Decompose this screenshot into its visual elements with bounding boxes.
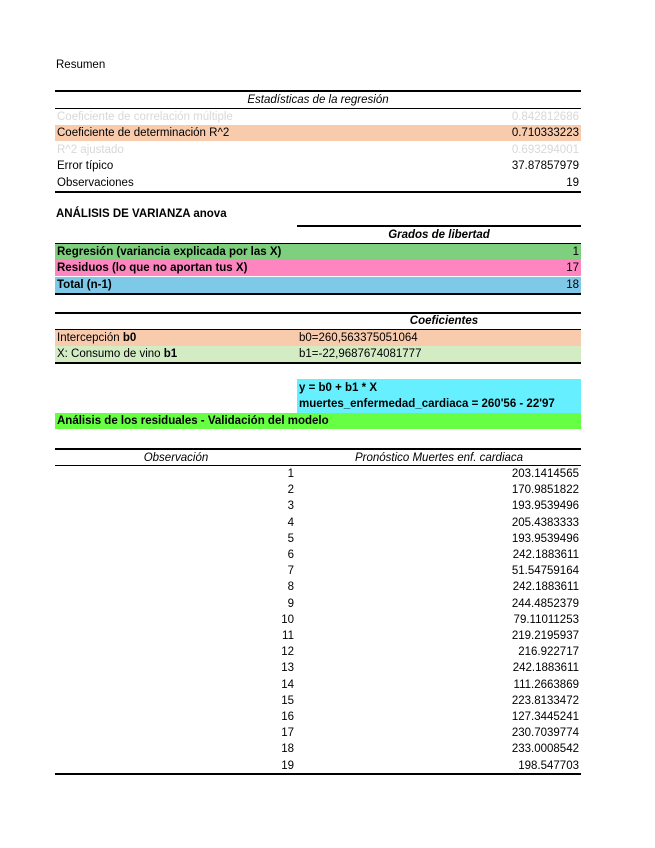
coef-bottom-rule (55, 362, 581, 364)
residual-observation: 15 (281, 694, 294, 707)
anova-row-value: 18 (566, 278, 579, 291)
residual-prediction: 193.9539496 (511, 500, 579, 513)
anova-bottom-rule (55, 293, 581, 295)
residual-prediction: 203.1414565 (511, 468, 579, 480)
anova-row (55, 244, 581, 260)
coefficient-label (57, 346, 177, 362)
residuals-col-prediction: Pronóstico Muertes enf. cardiaca (354, 452, 524, 464)
residual-prediction: 51.54759164 (511, 565, 579, 578)
residual-prediction: 205.4383333 (511, 516, 579, 529)
residual-observation: 5 (287, 532, 294, 545)
coefficient-label-text: X: Consumo de vino (57, 348, 164, 361)
residual-prediction: 111.2663869 (513, 678, 579, 691)
equation-line-1: y = b0 + b1 * X (299, 382, 377, 394)
regression-stat-row (55, 125, 581, 141)
regression-stat-row (55, 175, 581, 191)
residual-observation: 18 (281, 743, 294, 756)
residual-row (55, 515, 581, 531)
anova-col-header: Grados de libertad (388, 229, 490, 241)
anova-title: ANÁLISIS DE VARIANZA anova (56, 208, 227, 220)
residual-row (55, 725, 581, 741)
stat-value: 0.842812686 (511, 111, 579, 123)
residual-prediction: 242.1883611 (512, 549, 579, 561)
coefficient-value: b1=-22,9687674081777 (299, 348, 422, 361)
residual-observation: 6 (287, 549, 294, 561)
residual-observation: 12 (281, 646, 294, 659)
residual-row (55, 466, 581, 482)
regression-stat-row (55, 158, 581, 174)
equation-line-2: muertes_enfermedad_cardiaca = 260'56 - 22'97 (299, 398, 555, 410)
residual-observation: 17 (281, 727, 294, 740)
residual-prediction: 223.8133472 (511, 694, 579, 707)
stat-value: 19 (566, 176, 579, 189)
residuals-col-observation: Observación (143, 452, 209, 464)
stat-label: Error típico (57, 160, 114, 173)
anova-row-label: Regresión (variancia explicada por las X) (57, 246, 282, 258)
residual-prediction: 127.3445241 (511, 711, 579, 723)
residual-observation: 8 (287, 581, 294, 594)
residual-prediction: 242.1883611 (512, 581, 579, 594)
residual-observation: 1 (287, 468, 294, 480)
residual-row (55, 644, 581, 660)
stat-value: 0.693294001 (511, 143, 579, 156)
anova-row-label: Residuos (lo que no aportan tus X) (57, 262, 248, 275)
residual-observation: 10 (281, 613, 294, 626)
residual-observation: 13 (281, 662, 294, 675)
residual-observation: 9 (287, 597, 294, 610)
residual-observation: 4 (287, 516, 294, 529)
anova-row-label: Total (n-1) (57, 278, 112, 291)
coefficient-row (55, 346, 581, 362)
anova-row (55, 277, 581, 293)
residual-observation: 19 (281, 759, 294, 772)
coefficient-label-text: Intercepción (57, 332, 123, 344)
residual-prediction: 79.11011253 (513, 613, 579, 626)
residual-prediction: 170.9851822 (511, 484, 579, 497)
residuals-title: Análisis de los residuales - Validación del modelo (55, 413, 581, 429)
coefficient-row (55, 330, 581, 346)
residual-row (55, 547, 581, 563)
residual-observation: 16 (281, 711, 294, 723)
anova-row-value: 17 (566, 262, 579, 275)
anova-row-value: 1 (572, 246, 579, 258)
coefficient-label-symbol: b1 (163, 348, 178, 361)
residual-row (55, 579, 581, 595)
residual-row (55, 693, 581, 709)
residual-observation: 2 (287, 484, 294, 497)
stat-value: 0.710333223 (511, 127, 579, 140)
anova-row (55, 260, 581, 276)
residual-row (55, 628, 581, 644)
residual-row (55, 498, 581, 514)
residual-observation: 3 (287, 500, 294, 513)
residual-row (55, 758, 581, 774)
sheet-title: Resumen (56, 59, 106, 71)
residual-prediction: 219.2195937 (511, 630, 579, 642)
residual-prediction: 233.0008542 (511, 743, 579, 756)
residual-observation: 7 (287, 565, 294, 578)
residual-row (55, 709, 581, 725)
residual-prediction: 244.4852379 (511, 597, 579, 610)
residual-row (55, 482, 581, 498)
equation-box (297, 379, 581, 413)
residual-observation: 11 (282, 630, 294, 642)
residual-prediction: 198.547703 (518, 759, 579, 772)
stat-label: Observaciones (57, 176, 134, 189)
residual-row (55, 741, 581, 757)
regression-header: Estadísticas de la regresión (247, 94, 389, 106)
stat-label: Coeficiente de determinación R^2 (57, 127, 230, 140)
residual-observation: 14 (281, 678, 294, 691)
residuals-bottom-rule (55, 773, 581, 775)
residual-prediction: 230.7039774 (511, 727, 579, 740)
regression-bottom-rule (55, 191, 581, 193)
residual-row (55, 563, 581, 579)
stat-label: Coeficiente de correlación múltiple (57, 111, 233, 123)
coef-header: Coeficientes (409, 315, 479, 327)
residual-row (55, 660, 581, 676)
regression-stat-row (55, 109, 581, 125)
residual-prediction: 193.9539496 (511, 532, 579, 545)
stat-value: 37.87857979 (511, 160, 579, 173)
residual-row (55, 677, 581, 693)
coefficient-label-symbol: b0 (122, 332, 137, 344)
residual-row (55, 596, 581, 612)
residual-prediction: 242.1883611 (512, 662, 579, 675)
coefficient-value: b0=260,563375051064 (299, 332, 418, 344)
residual-row (55, 612, 581, 628)
regression-stat-row (55, 142, 581, 158)
residual-prediction: 216.922717 (518, 646, 579, 659)
residual-row (55, 531, 581, 547)
stat-label: R^2 ajustado (57, 143, 124, 156)
coefficient-label (57, 330, 136, 346)
